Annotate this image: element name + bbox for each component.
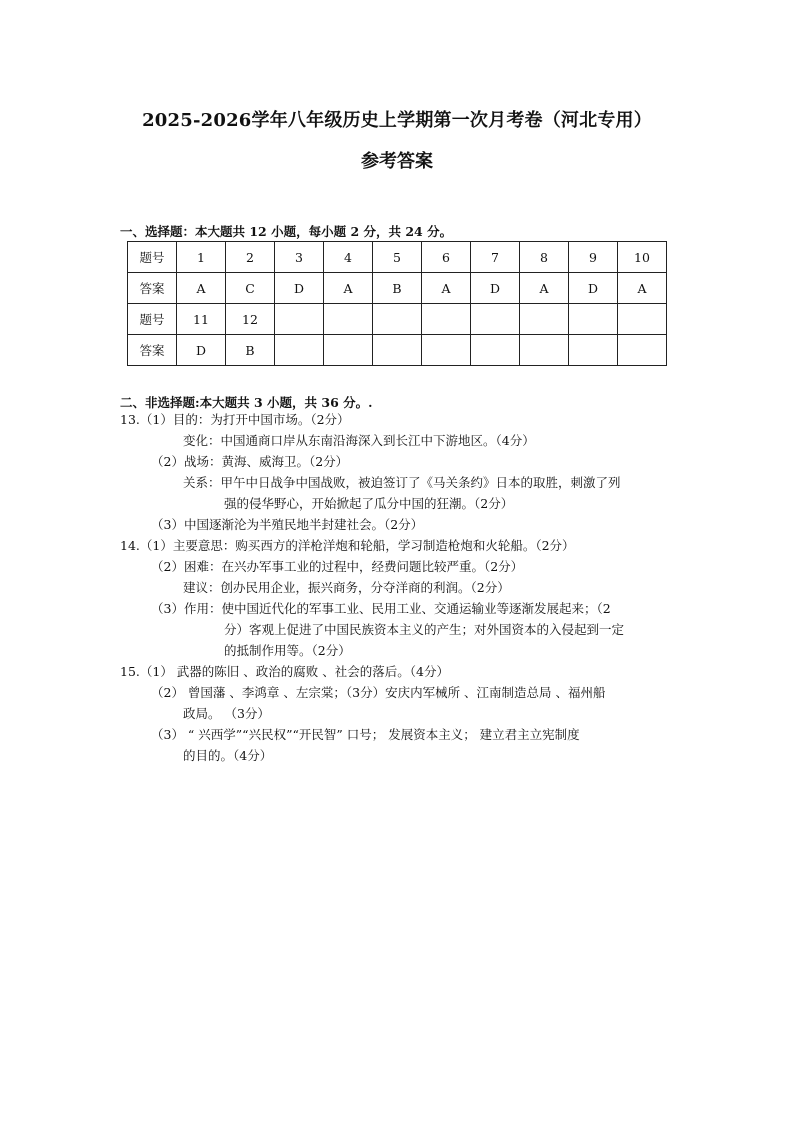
answer-table-cell: D (177, 335, 226, 366)
answer-table-cell: B (373, 273, 422, 304)
answer-line-14-2-suggestion: 建议：创办民用企业，振兴商务，分夺洋商的利润。（2分） (183, 580, 510, 595)
answer-table-row-label: 题号 (128, 304, 177, 335)
answer-table-cell: 6 (422, 242, 471, 273)
section-2-heading: 二、非选择题:本大题共 3 小题，共 36 分。. (120, 395, 373, 410)
answer-table-cell: A (520, 273, 569, 304)
answer-table-cell: 1 (177, 242, 226, 273)
answer-table-cell: D (569, 273, 618, 304)
section-1-heading: 一、选择题：本大题共 12 小题，每小题 2 分，共 24 分。 (120, 224, 453, 239)
page-title: 2025-2026学年八年级历史上学期第一次月考卷（河北专用） (142, 110, 652, 131)
answer-table-cell (569, 304, 618, 335)
answer-table-cell: C (226, 273, 275, 304)
answer-table-cell: 3 (275, 242, 324, 273)
answer-table-cell (422, 335, 471, 366)
answer-table-cell: 7 (471, 242, 520, 273)
answer-table-cell (324, 335, 373, 366)
answer-line-15-2-cont: 政局。 （3分） (183, 706, 270, 721)
page-subtitle: 参考答案 (361, 151, 433, 172)
answer-table-cell (471, 335, 520, 366)
answer-table-cell (618, 335, 667, 366)
answer-table-cell (324, 304, 373, 335)
answer-table-row (128, 335, 667, 366)
answer-table-cell: B (226, 335, 275, 366)
answer-line-13-1: 13.（1）目的：为打开中国市场。（2分） (120, 412, 350, 427)
answer-table-cell: 11 (177, 304, 226, 335)
answer-line-14-1: 14.（1）主要意思：购买西方的洋枪洋炮和轮船，学习制造枪炮和火轮船。（2分） (120, 538, 575, 553)
answer-line-15-3-cont: 的目的。（4分） (183, 748, 273, 763)
answer-table-cell: A (618, 273, 667, 304)
answer-table-cell: 8 (520, 242, 569, 273)
answer-table-cell (569, 335, 618, 366)
answer-line-14-3-end: 的抵制作用等。（2分） (224, 643, 351, 658)
answer-line-13-2: （2）战场：黄海、威海卫。（2分） (151, 454, 349, 469)
answer-table-cell: 2 (226, 242, 275, 273)
answer-line-13-2-relation: 关系：甲午中日战争中国战败，被迫签订了《马关条约》日本的取胜，刺激了列 (183, 475, 621, 490)
answer-line-15-1: 15.（1） 武器的陈旧 、政治的腐败 、社会的落后。（4分） (120, 664, 449, 679)
answer-table-cell: 10 (618, 242, 667, 273)
answer-line-14-2: （2）困难：在兴办军事工业的过程中，经费问题比较严重。（2分） (151, 559, 524, 574)
answer-table-cell: D (471, 273, 520, 304)
answer-line-14-3: （3）作用：使中国近代化的军事工业、民用工业、交通运输业等逐渐发展起来；（2 (151, 601, 611, 616)
answer-line-15-3: （3） “ 兴西学”“兴民权”“开民智” 口号； 发展资本主义； 建立君主立宪制度 (151, 727, 580, 742)
answer-line-13-2-relation-cont: 强的侵华野心，开始掀起了瓜分中国的狂潮。（2分） (224, 496, 514, 511)
answer-line-14-3-cont: 分）客观上促进了中国民族资本主义的产生；对外国资本的入侵起到一定 (224, 622, 625, 637)
answer-table-cell (520, 304, 569, 335)
answer-table (127, 241, 667, 366)
answer-table-cell (520, 335, 569, 366)
answer-line-15-2: （2） 曾国藩 、李鸿章 、左宗棠；（3分）安庆内军械所 、江南制造总局 、福州船 (151, 685, 606, 700)
answer-table-cell: 9 (569, 242, 618, 273)
answer-table-row-label: 答案 (128, 273, 177, 304)
answer-table-cell: A (324, 273, 373, 304)
answer-table-cell (422, 304, 471, 335)
answer-line-13-3: （3）中国逐渐沦为半殖民地半封建社会。（2分） (151, 517, 424, 532)
answer-table-cell (275, 304, 324, 335)
answer-table-cell: 5 (373, 242, 422, 273)
answer-table-cell (373, 304, 422, 335)
answer-table-cell (618, 304, 667, 335)
answer-table-cell: D (275, 273, 324, 304)
answer-table-row-label: 题号 (128, 242, 177, 273)
answer-line-13-1-change: 变化：中国通商口岸从东南沿海深入到长江中下游地区。（4分） (183, 433, 535, 448)
answer-table-cell (275, 335, 324, 366)
answer-table-cell (373, 335, 422, 366)
answer-table-row (128, 273, 667, 304)
answer-table-cell: 12 (226, 304, 275, 335)
answer-table-row (128, 304, 667, 335)
answer-table-cell: 4 (324, 242, 373, 273)
answer-table-row-label: 答案 (128, 335, 177, 366)
answer-table-cell (471, 304, 520, 335)
answer-table-row (128, 242, 667, 273)
answer-table-cell: A (422, 273, 471, 304)
answer-table-cell: A (177, 273, 226, 304)
